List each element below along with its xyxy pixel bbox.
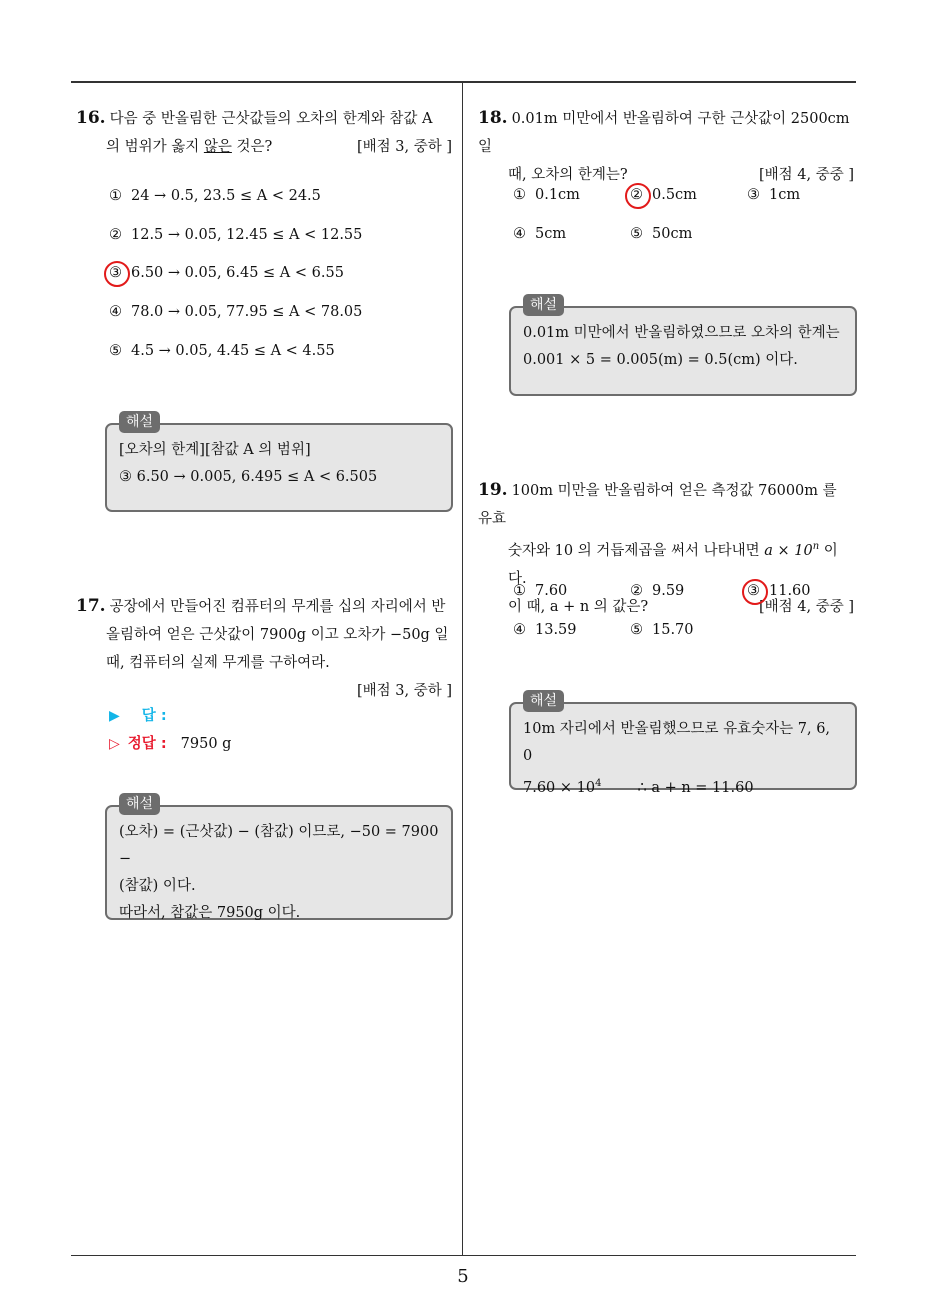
q16-option-2[interactable] xyxy=(109,227,362,243)
question-18-line1 xyxy=(478,104,854,161)
question-17-line1 xyxy=(76,592,452,621)
option-mark: ② xyxy=(630,583,643,599)
solution-tag: 해설 xyxy=(523,690,564,712)
question-18-text1: 0.01m 미만에서 반올림하여 구한 근삿값이 2500cm 일 xyxy=(478,111,850,155)
top-rule xyxy=(71,81,856,83)
option-mark: ③ xyxy=(747,187,760,203)
q19-solution-result: ∴ a + n = 11.60 xyxy=(637,779,754,796)
q16-solution-box xyxy=(105,414,453,512)
question-16-number: 16. xyxy=(76,108,106,128)
q17-solution-line2: (참값) 이다. xyxy=(119,878,196,894)
option-mark: ④ xyxy=(109,304,122,320)
question-18-text2: 때, 오차의 한계는? xyxy=(508,167,628,183)
column-divider xyxy=(462,82,463,1256)
option-text: 13.59 xyxy=(535,622,577,638)
q17-solution-box xyxy=(105,796,453,921)
option-text: 0.5cm xyxy=(652,187,697,203)
q18-option-5[interactable] xyxy=(630,226,692,242)
q18-option-3[interactable] xyxy=(747,187,800,203)
question-17-meta: [배점 3, 중하 ] xyxy=(356,683,452,699)
question-18-line2 xyxy=(478,161,854,189)
q18-option-1[interactable] xyxy=(513,187,580,203)
question-19-exponent: n xyxy=(812,541,820,552)
question-18-meta: [배점 4, 중중 ] xyxy=(758,167,854,183)
question-16 xyxy=(76,104,452,161)
question-17-text3: 때, 컴퓨터의 실제 무게를 구하여라. xyxy=(106,655,330,671)
option-text: 7.60 xyxy=(535,583,568,599)
option-mark: ④ xyxy=(513,226,526,242)
q16-solution-line1: [오차의 한계][참값 A 의 범위] xyxy=(119,442,311,458)
q16-answer-circle xyxy=(104,261,130,287)
option-text: 50cm xyxy=(652,226,693,242)
q17-answer-row[interactable] xyxy=(109,704,167,725)
question-16-line2 xyxy=(76,133,452,161)
q16-solution-line2: ③ 6.50 → 0.005, 6.495 ≤ A < 6.505 xyxy=(119,469,378,485)
q18-solution-box xyxy=(509,297,857,396)
option-mark: ③ xyxy=(747,583,760,599)
question-16-meta: [배점 3, 중하 ] xyxy=(356,139,452,155)
q19-option-1[interactable] xyxy=(513,583,567,599)
question-17-text2: 올림하여 얻은 근삿값이 7900g 이고 오차가 −50g 일 xyxy=(106,627,449,643)
option-text: 9.59 xyxy=(652,583,685,599)
question-16-text2-pre: 의 범위가 옳지 xyxy=(106,139,204,155)
question-17-number: 17. xyxy=(76,596,106,616)
option-mark: ② xyxy=(630,187,643,203)
option-text: 0.1cm xyxy=(535,187,580,203)
question-19-text2-post: 이다. xyxy=(508,542,838,587)
q19-solution-line1: 10m 자리에서 반올림했으므로 유효숫자는 7, 6, 0 xyxy=(523,721,831,764)
q18-option-4[interactable] xyxy=(513,226,566,242)
question-19-meta: [배점 4, 중중 ] xyxy=(758,598,854,615)
solution-tag: 해설 xyxy=(523,294,564,316)
option-mark: ① xyxy=(513,187,526,203)
question-19-line1 xyxy=(478,476,854,533)
question-19-text1: 100m 미만을 반올림하여 얻은 측정값 76000m 를 유효 xyxy=(478,483,837,527)
play-icon: ▶ xyxy=(109,708,120,724)
question-17-text1: 공장에서 만들어진 컴퓨터의 무게를 십의 자리에서 반 xyxy=(109,599,446,615)
option-mark: ⑤ xyxy=(109,343,122,359)
q19-solution-exponent: 4 xyxy=(595,778,602,789)
q19-solution-expr: 7.60 × 10 xyxy=(523,779,596,796)
bottom-rule xyxy=(71,1255,856,1256)
option-text: 5cm xyxy=(535,226,567,242)
question-16-line1 xyxy=(76,104,452,133)
q17-solution-line1: (오차) = (근삿값) − (참값) 이므로, −50 = 7900 − xyxy=(119,824,439,867)
q18-solution-line1: 0.01m 미만에서 반올림하였으므로 오차의 한계는 xyxy=(523,325,840,341)
option-text: 4.5 → 0.05, 4.45 ≤ A < 4.55 xyxy=(131,343,335,359)
answer-label: 답 : xyxy=(141,708,167,724)
q19-option-4[interactable] xyxy=(513,622,577,638)
outline-triangle-icon: ▷ xyxy=(109,736,120,752)
correct-answer-label: 정답 : xyxy=(127,736,167,752)
q18-answer-circle xyxy=(625,183,651,209)
page-number: 5 xyxy=(457,1266,469,1287)
option-text: 78.0 → 0.05, 77.95 ≤ A < 78.05 xyxy=(131,304,363,320)
q17-correct-answer-row xyxy=(109,732,231,753)
option-text: 11.60 xyxy=(769,583,811,599)
question-16-text1: 다음 중 반올림한 근삿값들의 오차의 한계와 참값 A xyxy=(109,111,433,127)
question-17 xyxy=(76,592,452,705)
option-text: 1cm xyxy=(769,187,801,203)
question-19-text3: 이 때, a + n 의 값은? xyxy=(508,598,649,615)
q18-solution-line2: 0.001 × 5 = 0.005(m) = 0.5(cm) 이다. xyxy=(523,352,798,368)
option-text: 24 → 0.5, 23.5 ≤ A < 24.5 xyxy=(131,188,321,204)
option-mark: ⑤ xyxy=(630,226,643,242)
q16-option-5[interactable] xyxy=(109,343,335,359)
option-text: 12.5 → 0.05, 12.45 ≤ A < 12.55 xyxy=(131,227,363,243)
option-mark: ② xyxy=(109,227,122,243)
question-19 xyxy=(478,476,854,621)
question-18-number: 18. xyxy=(478,108,508,128)
option-mark: ④ xyxy=(513,622,526,638)
option-text: 6.50 → 0.05, 6.45 ≤ A < 6.55 xyxy=(131,265,344,281)
q19-option-5[interactable] xyxy=(630,622,694,638)
question-18 xyxy=(478,104,854,189)
option-mark: ① xyxy=(109,188,122,204)
option-mark: ⑤ xyxy=(630,622,643,638)
q19-option-2[interactable] xyxy=(630,583,684,599)
solution-tag: 해설 xyxy=(119,411,160,433)
option-mark: ① xyxy=(513,583,526,599)
question-16-text2-underlined: 않은 xyxy=(203,139,232,155)
question-19-math: a × 10 xyxy=(764,542,813,559)
q19-solution-box xyxy=(509,693,857,796)
q19-solution-line2 xyxy=(523,770,843,802)
correct-answer-value: 7950 g xyxy=(180,736,232,752)
solution-tag: 해설 xyxy=(119,793,160,815)
q19-answer-circle xyxy=(742,579,768,605)
q16-option-1[interactable] xyxy=(109,188,321,204)
q17-solution-line3: 따라서, 참값은 7950g 이다. xyxy=(119,905,301,921)
question-19-number: 19. xyxy=(478,480,508,500)
q16-option-3[interactable] xyxy=(109,265,344,281)
q16-option-4[interactable] xyxy=(109,304,362,320)
question-19-text2-pre: 숫자와 10 의 거듭제곱을 써서 나타내면 xyxy=(508,542,765,559)
question-16-text2-post: 것은? xyxy=(231,139,273,155)
option-text: 15.70 xyxy=(652,622,694,638)
option-mark: ③ xyxy=(109,265,122,281)
